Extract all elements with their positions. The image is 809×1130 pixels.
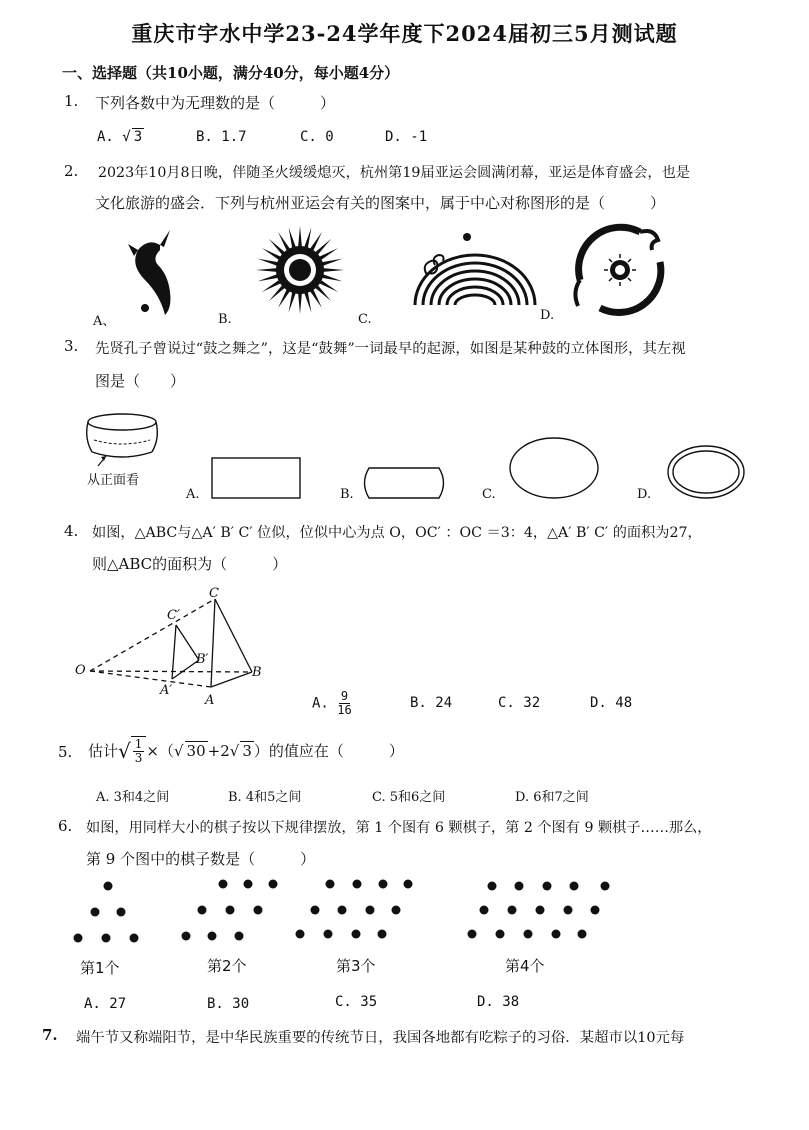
q1-option-a-radicand: 3 (133, 129, 143, 145)
q4-label-C-prime: C′ (167, 608, 180, 623)
q1-text: 下列各数中为无理数的是（ ） (95, 94, 336, 112)
q3-label-b: B. (340, 487, 354, 502)
q5-frac-den: 3 (134, 751, 143, 765)
q6-option-c: C. 35 (335, 994, 378, 1010)
sun-emblem-icon (256, 226, 344, 314)
q6-pattern-1 (74, 882, 139, 943)
q4-label-C: C (209, 586, 219, 601)
q4-line2: 则△ABC的面积为（ ） (92, 555, 288, 573)
q4-label-A: A (205, 693, 215, 708)
q6-caption-4: 第4个 (505, 957, 545, 975)
q4-option-a-fraction (337, 690, 351, 717)
q4-label-A-prime: A′ (160, 683, 173, 698)
q4-number: 4. (64, 522, 79, 540)
q3-label-c: C. (482, 487, 496, 502)
q4-label-B-prime: B′ (196, 652, 209, 667)
q4-label-O: O (75, 663, 86, 678)
q4-option-a (312, 690, 352, 717)
q1-option-a-label: A. (97, 129, 114, 145)
wave-arch-emblem-icon (415, 233, 535, 305)
q6-line2: 第 9 个图中的棋子数是（ ） (86, 850, 316, 868)
q2-label-d: D. (540, 308, 555, 323)
q4-option-b: B. 24 (410, 695, 453, 711)
q6-line1: 如图，用同样大小的棋子按以下规律摆放，第 1 个图有 6 颗棋子，第 2 个图有 9 颗棋子……那么， (86, 820, 712, 836)
q2-figures (90, 220, 770, 330)
section-heading: 一、选择题（共10小题，满分40分，每小题4分） (62, 64, 400, 82)
sun-ray (289, 291, 297, 313)
q5-frac-num: 1 (134, 737, 143, 751)
sun-ray (298, 292, 302, 314)
q5-option-c: C. 5和6之间 (372, 790, 446, 805)
sun-ray (298, 226, 302, 248)
q5-post: ）的值应在（ ） (253, 742, 404, 760)
q5-plus: +2 (207, 741, 230, 760)
sun-ray (304, 228, 312, 250)
q5-expression: 估计 √ $\frac{1}{3}$ ×（ √ 30 +2 √ 3 ）的值应在（ ） (88, 737, 404, 765)
q3-view-caption: 从正面看 (87, 473, 140, 488)
q6-number: 6. (58, 817, 73, 835)
drum-3d-figure (87, 414, 158, 466)
q5-times: ×（ (146, 742, 174, 760)
q4-label-B: B (252, 665, 262, 680)
q5-radicand-2: 3 (242, 742, 252, 760)
q2-label-b: B. (218, 312, 232, 327)
q3-number: 3. (64, 337, 79, 355)
q7-line1: 端午节又称端阳节，是中华民族重要的传统节日，我国各地都有吃粽子的习俗．某超市以10元每 (76, 1030, 685, 1046)
q4-homothety-figure (72, 585, 292, 710)
sun-ray (322, 268, 344, 272)
q6-pattern-2 (182, 880, 278, 941)
q6-caption-1: 第1个 (80, 959, 120, 977)
q1-option-d: D. -1 (385, 129, 428, 145)
q2-line2: 文化旅游的盛会．下列与杭州亚运会有关的图案中，属于中心对称图形的是（ ） (95, 194, 666, 212)
sun-ray (258, 259, 280, 267)
q2-line1: 2023年10月8日晚，伴随圣火缓缓熄灭，杭州第19届亚运会圆满闭幕，亚运是体育盛会，也是 (98, 165, 690, 181)
q6-pattern-figure (60, 872, 640, 952)
q3-option-a-shape (212, 458, 300, 498)
q3-line1: 先贤孔子曾说过“鼓之舞之”，这是“鼓舞”一词最早的起源，如图是某种鼓的立体图形，其左视 (95, 341, 686, 357)
q4-option-a-denominator: 16 (337, 703, 352, 717)
q5-option-d: D. 6和7之间 (515, 790, 589, 805)
q2-label-a: A、 (93, 314, 116, 329)
q6-option-d: D. 38 (477, 994, 520, 1010)
sun-ray (258, 274, 280, 282)
q1-option-c: C. 0 (300, 129, 334, 145)
q6-pattern-4 (468, 882, 610, 939)
sun-ray (256, 268, 278, 272)
q4-option-c: C. 32 (498, 695, 541, 711)
fish-emblem-icon (128, 230, 170, 315)
dragon-ring-emblem-icon (575, 227, 660, 312)
q5-pre: 估计 (88, 742, 119, 760)
q5-number: 5. (58, 743, 73, 761)
q6-pattern-3 (296, 880, 413, 939)
q2-number: 2. (64, 162, 79, 180)
q3-option-b-shape (365, 468, 444, 498)
q1-number: 1. (64, 92, 79, 110)
q6-caption-3: 第3个 (336, 957, 376, 975)
q3-option-d-shape-outer (668, 446, 744, 498)
sun-ray (321, 274, 343, 282)
q6-option-b: B. 30 (207, 996, 250, 1012)
q5-option-a: A. 3和4之间 (96, 790, 170, 805)
q1-option-a: A. √ 3 (97, 129, 143, 145)
q4-option-d: D. 48 (590, 695, 633, 711)
q5-radicand-1: 30 (186, 742, 206, 760)
sun-ray (321, 259, 343, 267)
q5-option-b: B. 4和5之间 (228, 790, 302, 805)
q4-option-a-numerator: 9 (340, 689, 349, 703)
page-title: 重庆市宇水中学23-24学年度下2024届初三5月测试题 (131, 21, 678, 46)
q3-label-d: D. (637, 487, 652, 502)
q3-line2: 图是（ ） (95, 372, 186, 390)
q7-number: 7. (42, 1026, 58, 1044)
q3-option-d-shape-inner (673, 451, 739, 493)
q6-caption-2: 第2个 (207, 957, 247, 975)
sun-ray (289, 228, 297, 250)
q1-option-b: B. 1.7 (196, 129, 247, 145)
sun-ray (304, 291, 312, 313)
q5-fraction (131, 736, 147, 765)
q4-line1: 如图，△ABC与△A′ B′ C′ 位似，位似中心为点 O，OC′ ：OC ＝3：4，△A′ B′ C′ 的面积为27， (92, 525, 702, 541)
q6-option-a: A. 27 (84, 996, 127, 1012)
q3-label-a: A. (186, 487, 200, 502)
q3-option-c-shape (510, 438, 598, 498)
q2-label-c: C. (358, 312, 372, 327)
q4-option-a-label: A. (312, 695, 329, 712)
